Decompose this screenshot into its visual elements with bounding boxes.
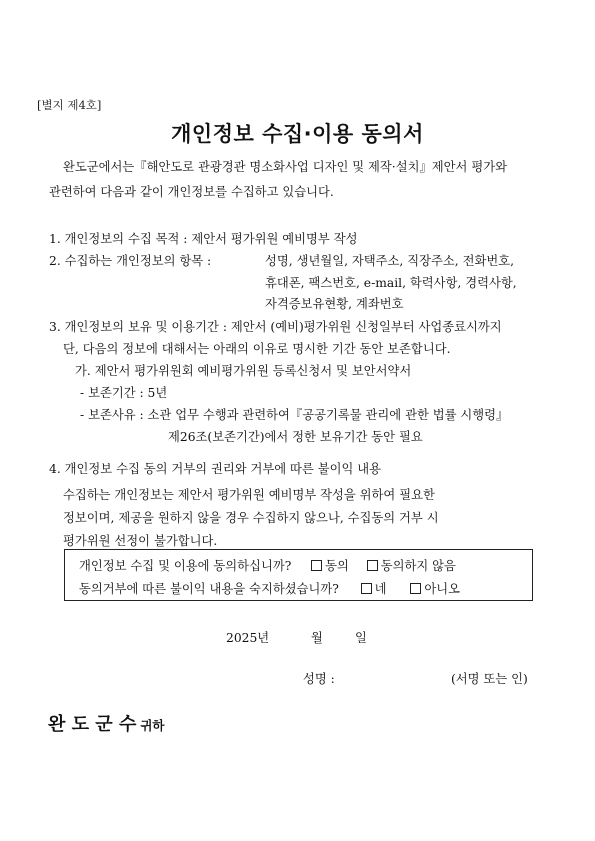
item-2-line-1: 성명, 생년월일, 자택주소, 직장주소, 전화번호,	[265, 254, 514, 268]
recipient-org: 완 도 군 수	[48, 714, 137, 735]
retention-reason-2: 제26조(보존기간)에서 정한 보유기간 동안 필요	[168, 430, 423, 444]
item-2-line-3: 자격증보유현황, 계좌번호	[265, 297, 404, 311]
intro-line-1: 완도군에서는『해안도로 관광경관 명소화사업 디자인 및 제작·설치』제안서 평가와	[63, 160, 507, 174]
agree-checkbox[interactable]	[311, 560, 322, 571]
item-1: 1. 개인정보의 수집 목적 : 제안서 평가위원 예비명부 작성	[49, 232, 358, 246]
date-month: 월	[311, 631, 323, 645]
recipient-closing	[48, 710, 165, 736]
consent-row-2	[79, 579, 460, 597]
item-4-heading: 4. 개인정보 수집 동의 거부의 권리와 거부에 따른 불이익 내용	[49, 462, 382, 476]
item-3-line-2: 단, 다음의 정보에 대해서는 아래의 이유로 명시한 기간 동안 보존합니다.	[63, 342, 451, 356]
no-checkbox[interactable]	[410, 583, 421, 594]
date-day: 일	[355, 631, 367, 645]
item-4-line-3: 평가위원 선정이 불가합니다.	[63, 534, 218, 548]
retention-reason-1: - 보존사유 : 소관 업무 수행과 관련하여『공공기록물 관리에 관한 법률 시행령』	[80, 408, 509, 422]
recipient-suffix: 귀하	[140, 718, 165, 733]
retention-period: - 보존기간 : 5년	[80, 386, 168, 400]
item-2-label: 2. 수집하는 개인정보의 항목 :	[49, 254, 212, 268]
item-3-line-1: 3. 개인정보의 보유 및 이용기간 : 제안서 (예비)평가위원 신청일부터 사업종료시까지	[49, 320, 502, 334]
signature-label: 성명 :	[303, 672, 335, 686]
consent-question-1: 개인정보 수집 및 이용에 동의하십니까?	[79, 559, 292, 573]
consent-row-1	[79, 556, 456, 574]
annex-label: [별지 제4호]	[37, 98, 102, 112]
date-year: 2025년	[226, 631, 270, 645]
item-4-line-1: 수집하는 개인정보는 제안서 평가위원 예비명부 작성을 위하여 필요한	[63, 488, 435, 502]
consent-box	[64, 549, 533, 601]
item-4-line-2: 정보이며, 제공을 원하지 않을 경우 수집하지 않으나, 수집동의 거부 시	[63, 511, 439, 525]
intro-line-2: 관련하여 다음과 같이 개인정보를 수집하고 있습니다.	[49, 185, 334, 199]
disagree-option-label: 동의하지 않음	[380, 559, 456, 573]
no-option-label: 아니오	[424, 582, 461, 596]
signature-note: (서명 또는 인)	[451, 672, 528, 686]
yes-option-label: 네	[374, 582, 387, 596]
consent-question-2: 동의거부에 따른 불이익 내용을 숙지하셨습니까?	[79, 582, 339, 596]
page-title: 개인정보 수집·이용 동의서	[171, 122, 424, 146]
yes-checkbox[interactable]	[361, 583, 372, 594]
item-2-line-2: 휴대폰, 팩스번호, e-mail, 학력사항, 경력사항,	[265, 276, 517, 290]
agree-option-label: 동의	[325, 559, 349, 573]
item-3-sub-a: 가. 제안서 평가위원회 예비평가위원 등록신청서 및 보안서약서	[75, 364, 412, 378]
disagree-checkbox[interactable]	[367, 560, 378, 571]
